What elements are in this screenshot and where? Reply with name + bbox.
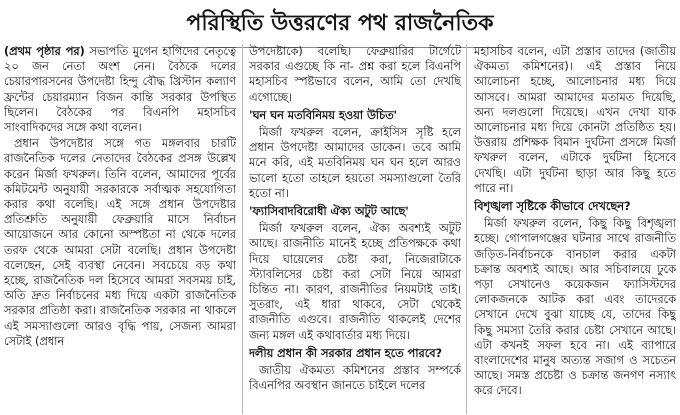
- paragraph: মির্জা ফখরুল বলেন, ক্রাইসিস সৃষ্টি হলে প্রধান উপদেষ্টা আমাদের ডাকেন। তবে আমি মনে করি, এই মতবিনিময় ঘন ঘন হলে আরও ভালো হতো তাহলে হয়তো সমস্যাগুলো তৈরি হতো না।: [249, 126, 461, 200]
- paragraph: [4, 44, 236, 135]
- subheading: 'ঘন ঘন মতবিনিময় হওয়া উচিত': [249, 108, 398, 122]
- column-2: [249, 44, 461, 414]
- continued-from-tag: (প্রথম পৃষ্ঠার পর): [4, 45, 85, 58]
- paragraph-text: সভাপতি মুগেন হাগিদের নেতৃত্বে ২০ জন নেতা অংশ নেন। বৈঠকে দলের চেয়ারপারসনের উপদেষ্টা হিন্দু বৌদ্ধ খ্রিস্টান কল্যাণ ফ্রন্টের চেয়ারম্যান বিজন কান্তি সরকার উপস্থিত ছিলেন। বৈঠকের পর বিএনপি মহাসচিব সাংবাদিকদের সঙ্গে কথা বলেন।: [4, 45, 236, 135]
- column-3: [474, 44, 676, 414]
- paragraph: মহাসচিব বলেন, এটা প্রস্তাব তাদের (জাতীয় ঐকমত্য কমিশনের)। এই প্রস্তাব নিয়ে আলোচনা হচ্ছে, আলোচনার মধ্য দিয়ে আসবে। আমরা আমাদের মতামত দিয়েছি, অন্য দলগুলো দিয়েছে। এখন দেখা যাক আলোচনার মধ্য দিয়ে কোনটা প্রতিষ্ঠিত হয়। উত্তরায় প্রশিক্ষক বিমান দুর্ঘটনা প্রসঙ্গে মির্জা ফখরুল বলেন, এটাকে দুর্ঘটনা হিসেবে দেখছি। এটা দুর্ঘটনা ছাড়া আর কিছু হতে পারে না।: [474, 45, 676, 195]
- subheading: বিশৃঙ্খলা সৃষ্টিকে কীভাবে দেখছেন?: [474, 200, 631, 214]
- headline: পরিস্থিতি উত্তরণের পথ রাজনৈতিক: [168, 4, 511, 48]
- subheading: দলীয় প্রধান কী সরকার প্রধান হতে পারবে?: [249, 346, 443, 360]
- headline-container: [0, 4, 680, 38]
- paragraph: মির্জা ফখরুল বলেন, কিছু কিছু বিশৃঙ্খলা হচ্ছে। গোপালগঞ্জের ঘটনার সাথে রাজনীতি জড়িত-নির্বাচনকে বানচাল করার একটা চক্রান্ত অবশ্যই আছে। আর সচিবালয়ে ঢুকে পড়া সেখানেও কয়েকজন ফ্যাসিস্টদের লোকজনকে আটক করা এবং তাদেরকে সেখানে দেখে বুঝা যাচ্ছে যে, তাদের কিছু কিছু সমস্যা তৈরি করার চেষ্টা সেখানে আছে। এটা কখনই সফল হবে না। এই ব্যাপারে বাংলাদেশের মানুষ অত্যন্ত সজাগ ও সচেতন আছে। সমস্ত প্রচেষ্টা ও চক্রান্ত জনগণ নস্যাৎ করে দেবে।: [474, 217, 676, 398]
- subheading: 'ফ্যাসিবাদবিরোধী ঐক্য অটুট আছে': [249, 205, 409, 219]
- paragraph: জাতীয় ঐকমত্য কমিশনের প্রস্তাব সম্পর্কে বিএনপির অবস্থান জানতে চাইলে দলের: [249, 364, 461, 393]
- paragraph: প্রধান উপদেষ্টার সঙ্গে গত মঙ্গলবার চারটি রাজনৈতিক দলের নেতাদের বৈঠকের প্রসঙ্গ উল্লেখ করেন মির্জা ফখরুল। তিনি বলেন, আমাদের পূর্বের কমিটমেন্ট অনুযায়ী সরকারকে সর্বাত্মক সহযোগিতা করার কথা বলেছি। এই সঙ্গে প্রধান উপদেষ্টার প্রতিশ্রুতি অনুযায়ী ফেব্রুয়ারি মাসে নির্বাচন আয়োজনে আর কোনো অস্পষ্টতা না থেকে দলের তরফ থেকে আমরা সেটা বলেছি। প্রধান উপদেষ্টা বলেছেন, সেই ব্যবস্থা নেবেন। সবচেয়ে বড় কথা হচ্ছে, রাজনৈতিক দল হিসেবে আমরা সবসময় চাই, অতি দ্রুত নির্বাচনের মধ্য দিয়ে একটা রাজনৈতিক সরকার প্রতিষ্ঠা করা। রাজনৈতিক সরকার না থাকলে এই সমস্যাগুলো আরও বৃদ্ধি পায়, সেজন্য আমরা সেটাই (প্রধান: [4, 137, 236, 348]
- paragraph: মির্জা ফখরুল বলেন, ঐক্য অবশ্যই অটুট আছে। রাজনীতি মানেই হচ্ছে প্রতিপক্ষকে কথা দিয়ে ঘায়েলের চেষ্টা করা, নিজেরাটাকে স্ট্যাবলিসের চেষ্টা করা সেটা নিয়ে আমরা চিন্তিত না। কারণ, রাজনীতির নিয়মটাই তাই। সুতরাং, এই ধারা থাকবে, সেটা থেকেই রাজনীতি এগুবে। রাজনীতি থাকলেই দেশের জন্য মঙ্গল এই কথাবার্তার মধ্য দিয়ে।: [249, 222, 461, 342]
- column-1: [4, 44, 236, 414]
- article-body: [4, 44, 676, 414]
- paragraph: উপদেষ্টাকে) বলেছি। ফেব্রুয়ারির টার্গেটে সরকার এগুচ্ছে কি না- প্রশ্ন করা হলে বিএনপি মহাসচিব স্পষ্টভাবে বলেন, আমি তো দেখছি এগোচ্ছে।: [249, 45, 461, 104]
